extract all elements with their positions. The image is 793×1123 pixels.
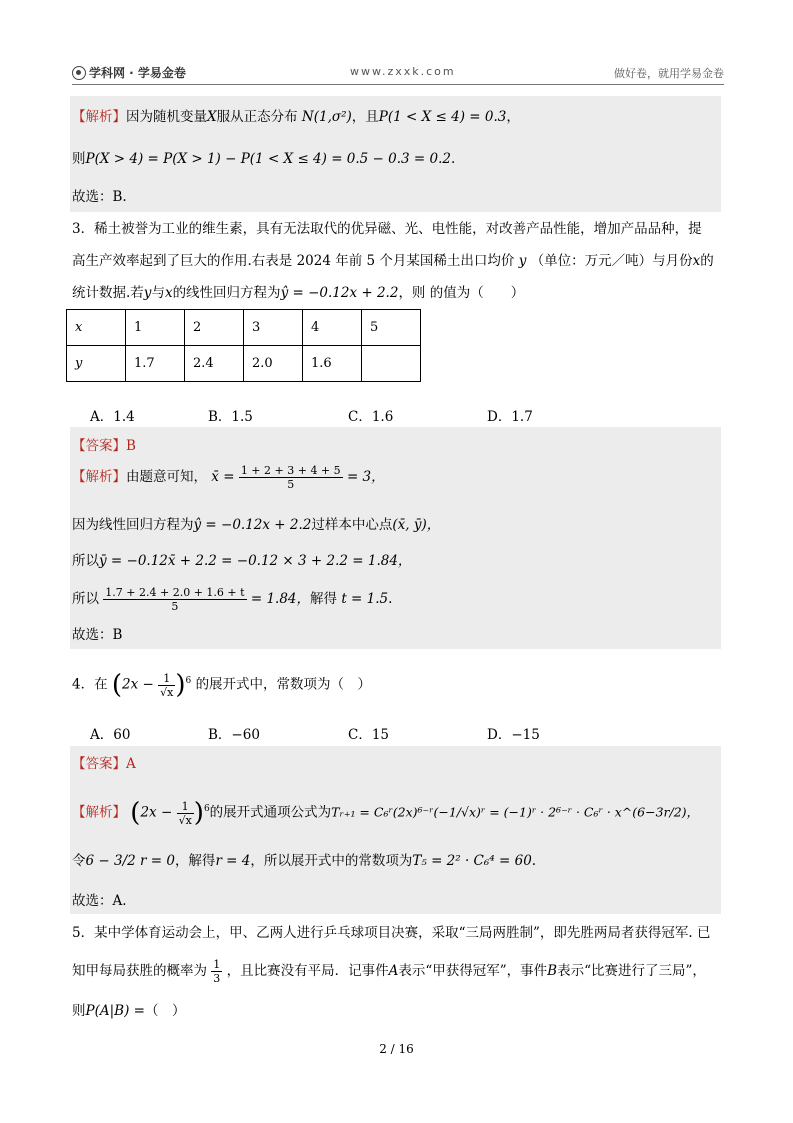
fraction bbox=[103, 586, 246, 613]
q3-data-table bbox=[66, 309, 421, 382]
table-cell: 1.6 bbox=[303, 346, 362, 382]
math: r = 4 bbox=[215, 853, 251, 869]
q4-option-b: B．−60 bbox=[208, 727, 260, 743]
math-general-term: Tᵣ₊₁ = C₆ʳ(2x)⁶⁻ʳ(−1/√x)ʳ = (−1)ʳ · 2⁶⁻ʳ · C₆ʳ · x^(6−3r/2)， bbox=[331, 804, 700, 820]
table-header-x: x bbox=[67, 310, 126, 346]
text: 表示“甲获得冠军”，事件 bbox=[398, 963, 548, 979]
text: 的展开式通项公式为 bbox=[209, 804, 332, 821]
q4-option-a: A．60 bbox=[90, 727, 131, 743]
q5-stem-line3 bbox=[72, 1000, 185, 1022]
answer-value: A bbox=[126, 756, 136, 772]
math: B bbox=[547, 963, 558, 979]
text: ， bbox=[506, 109, 520, 125]
math: t = 1.5 bbox=[341, 591, 389, 607]
solution-label: 【解析】 bbox=[72, 804, 126, 821]
text: 则 bbox=[72, 151, 86, 167]
q2-choice: 故选：B. bbox=[72, 189, 127, 205]
math: 2x − bbox=[140, 804, 173, 821]
fraction bbox=[239, 464, 343, 491]
q4-choice: 故选：A. bbox=[72, 893, 127, 909]
text: 与 bbox=[151, 285, 165, 301]
brand-text: 学科网 · 学易金卷 bbox=[89, 66, 186, 80]
paren: ( bbox=[130, 798, 141, 828]
q5-stem-line2 bbox=[72, 958, 706, 985]
q4-solution-line2 bbox=[72, 850, 536, 872]
table-cell: 2.0 bbox=[244, 346, 303, 382]
q5-stem-line1: 5．某中学体育运动会上，甲、乙两人进行乒乓球项目决赛，采取“三局两胜制”，即先胜两局者获得冠军. 已 bbox=[72, 925, 711, 941]
denominator: √x bbox=[178, 813, 192, 827]
fraction bbox=[158, 672, 175, 699]
math: x bbox=[164, 285, 173, 301]
text: 所以 bbox=[72, 591, 99, 607]
table-cell: 2.4 bbox=[185, 346, 244, 382]
math: x bbox=[692, 253, 701, 269]
math-condition: P(1 < X ≤ 4) = 0.3 bbox=[378, 109, 507, 125]
math: 6 − 3/2 r = 0 bbox=[85, 853, 175, 869]
text: 解得 bbox=[310, 591, 338, 607]
text: 服从正态分布 bbox=[216, 109, 298, 125]
text: ，且比赛没有平局．记事件 bbox=[226, 963, 389, 979]
answer-label: 【答案】 bbox=[72, 438, 126, 454]
numerator: 1 bbox=[158, 672, 175, 686]
table-cell: 2 bbox=[185, 310, 244, 346]
numerator: 1.7 + 2.4 + 2.0 + 1.6 + t bbox=[105, 586, 245, 599]
q3-stem-line2 bbox=[72, 250, 714, 272]
table-cell bbox=[362, 346, 421, 382]
brand bbox=[72, 64, 186, 81]
header-slogan: 做好卷，就用学易金卷 bbox=[614, 67, 724, 80]
math: ȳ = −0.12x̄ + 2.2 = −0.12 × 3 + 2.2 = 1.84， bbox=[99, 553, 412, 569]
table-cell: 4 bbox=[303, 310, 362, 346]
text: （ ） bbox=[144, 1003, 186, 1019]
q3-stem-line3 bbox=[72, 282, 524, 304]
text: . bbox=[531, 853, 537, 869]
text: 则 bbox=[72, 1003, 86, 1019]
q4-solution-block bbox=[70, 746, 721, 914]
text: 的展开式中，常数项为（ ） bbox=[195, 676, 372, 693]
fraction bbox=[177, 800, 194, 827]
q2-solution-line1 bbox=[72, 106, 520, 128]
paren: ( bbox=[111, 670, 123, 700]
text: （单位：万元／吨）与月份 bbox=[530, 253, 693, 269]
text: 令 bbox=[72, 853, 86, 869]
text: 统计数据.若 bbox=[72, 285, 144, 301]
q3-solution-line2 bbox=[72, 514, 440, 536]
text: 因为随机变量 bbox=[126, 109, 207, 125]
fraction bbox=[211, 958, 222, 985]
math: P(A|B) = bbox=[85, 1003, 145, 1019]
denominator: 3 bbox=[213, 972, 221, 985]
text: 的值为（ ） bbox=[429, 285, 525, 301]
math: A bbox=[388, 963, 399, 979]
q2-solution-line2 bbox=[72, 148, 455, 170]
q4-solution-line1 bbox=[72, 798, 699, 827]
q4-answer bbox=[72, 753, 136, 775]
text: 的线性回归方程为 bbox=[172, 285, 281, 301]
solution-label: 【解析】 bbox=[72, 469, 126, 485]
math: y bbox=[143, 285, 152, 301]
denominator: 5 bbox=[287, 478, 295, 491]
q3-solution-line3 bbox=[72, 550, 411, 572]
exponent: 6 bbox=[185, 676, 192, 686]
q3-option-a: A．1.4 bbox=[90, 409, 135, 425]
text: 知甲每局获胜的概率为 bbox=[72, 963, 207, 979]
text: ，所以展开式中的常数项为 bbox=[250, 853, 413, 869]
math: x̄ = bbox=[211, 469, 235, 485]
text: ，解得 bbox=[174, 853, 216, 869]
q3-solution-line1 bbox=[72, 464, 385, 491]
math: 2x − bbox=[122, 676, 154, 693]
page-number: 2 / 16 bbox=[379, 1042, 414, 1056]
page-header bbox=[72, 62, 724, 85]
table-cell: 5 bbox=[362, 310, 421, 346]
text: . bbox=[388, 591, 393, 607]
math: ŷ = −0.12x + 2.2 bbox=[193, 517, 312, 533]
math: T₅ = 2² · C₆⁴ = 60 bbox=[412, 853, 532, 869]
q3-solution-block bbox=[70, 427, 721, 649]
paren: ) bbox=[175, 670, 186, 700]
text: ，且 bbox=[351, 109, 379, 125]
text: 由题意可知， bbox=[126, 469, 207, 485]
math: (x̄, ȳ)， bbox=[392, 517, 441, 533]
answer-value: B bbox=[126, 438, 136, 454]
math-regression: ŷ = −0.12x + 2.2 bbox=[280, 285, 399, 301]
text: . bbox=[451, 151, 456, 167]
math: y bbox=[518, 253, 527, 269]
numerator: 1 bbox=[213, 958, 221, 971]
table-header-y: y bbox=[67, 346, 126, 382]
table-cell: 1 bbox=[126, 310, 185, 346]
q3-stem-line1: 3．稀土被誉为工业的维生素，具有无法取代的优异磁、光、电性能，对改善产品性能，增加产品品种，提 bbox=[72, 221, 702, 237]
q3-solution-line4 bbox=[72, 586, 392, 613]
text: 的 bbox=[700, 253, 714, 269]
text: 因为线性回归方程为 bbox=[72, 517, 194, 533]
text: 所以 bbox=[72, 553, 99, 569]
q4-option-c: C．15 bbox=[348, 727, 390, 743]
table-cell: 3 bbox=[244, 310, 303, 346]
solution-label: 【解析】 bbox=[72, 109, 126, 125]
numerator: 1 bbox=[177, 800, 194, 814]
q3-option-c: C．1.6 bbox=[348, 409, 394, 425]
q4-stem bbox=[72, 670, 371, 699]
text: 过样本中心点 bbox=[311, 517, 393, 533]
header-url: www.zxxk.com bbox=[350, 65, 456, 78]
table-cell: 1.7 bbox=[126, 346, 185, 382]
zxxk-logo-icon bbox=[72, 66, 86, 80]
q3-choice: 故选：B bbox=[72, 627, 123, 643]
math-normal-dist: N(1,σ²) bbox=[301, 109, 352, 125]
text: 表示“比赛进行了三局”， bbox=[557, 963, 706, 979]
q4-option-d: D．−15 bbox=[487, 727, 540, 743]
exponent: 6 bbox=[203, 804, 210, 814]
math: = 1.84， bbox=[250, 591, 311, 607]
table-row-x bbox=[67, 310, 421, 346]
text: 高生产效率起到了巨大的作用.右表是 2024 年前 5 个月某国稀土出口均价 bbox=[72, 253, 515, 269]
denominator: √x bbox=[160, 685, 174, 699]
table-row-y bbox=[67, 346, 421, 382]
paren: ) bbox=[193, 798, 204, 828]
q3-option-d: D．1.7 bbox=[487, 409, 533, 425]
numerator: 1 + 2 + 3 + 4 + 5 bbox=[240, 464, 341, 477]
q3-answer bbox=[72, 435, 136, 457]
q3-option-b: B．1.5 bbox=[208, 409, 253, 425]
math: = 3， bbox=[346, 469, 385, 485]
text: 4．在 bbox=[72, 676, 108, 693]
denominator: 5 bbox=[171, 600, 179, 613]
answer-label: 【答案】 bbox=[72, 756, 126, 772]
text: ，则 bbox=[398, 285, 426, 301]
math: P(X > 4) = P(X > 1) − P(1 < X ≤ 4) = 0.5 − 0.3 = 0.2 bbox=[85, 151, 451, 167]
math: X bbox=[207, 109, 217, 125]
